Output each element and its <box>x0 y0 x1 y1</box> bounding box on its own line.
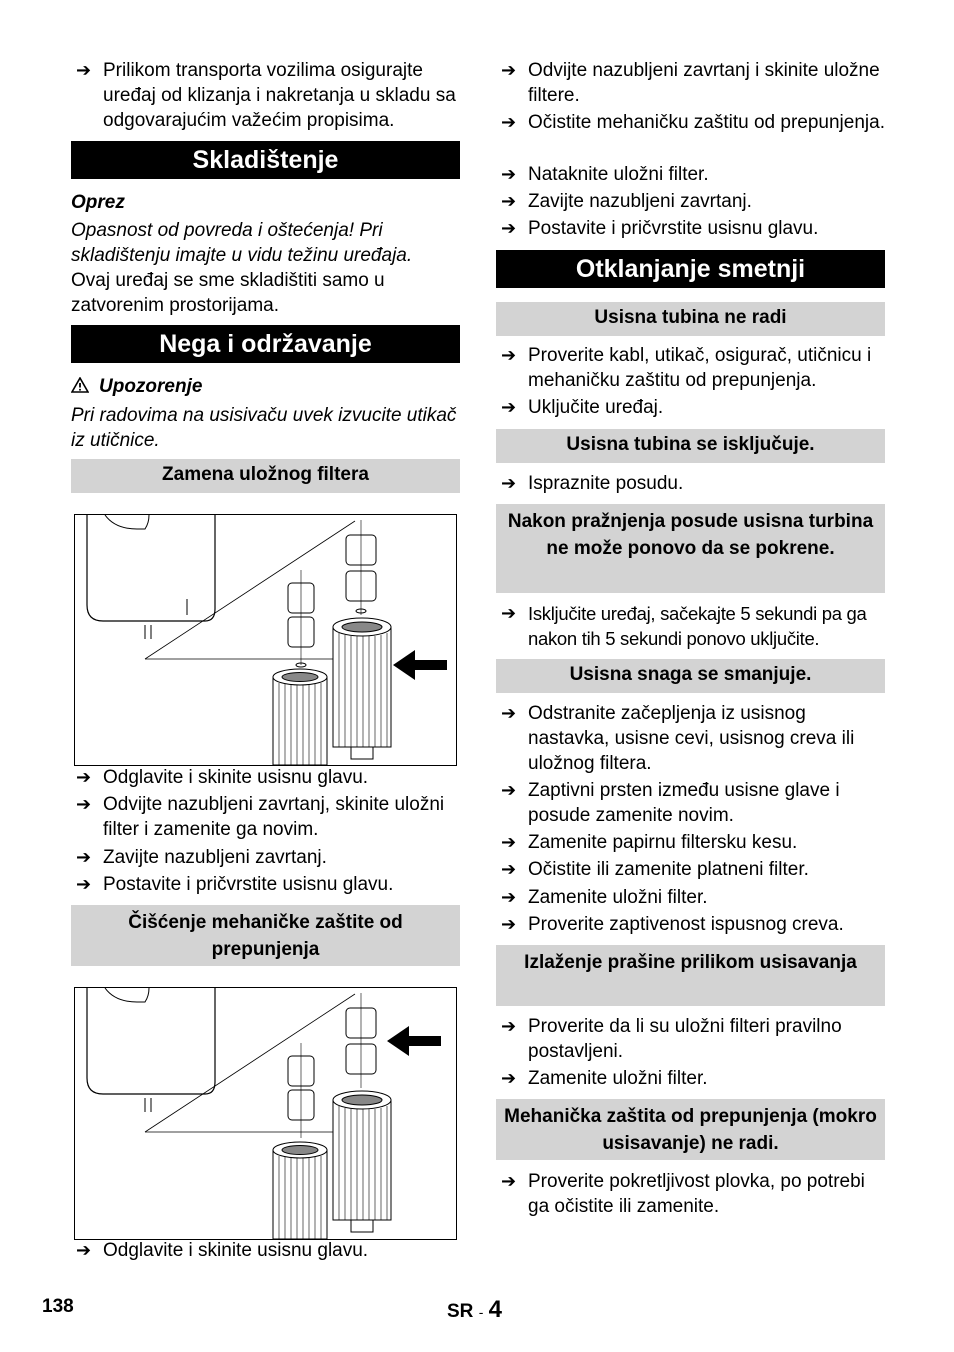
t4-step-5: ➔ Zamenite uložni filter. <box>501 887 708 908</box>
caution-text: Opasnost od povreda i oštećenja! Pri skladištenju imajte u vidu težinu uređaja. <box>71 220 413 266</box>
t5-heading: Izlaženje prašine prilikom usisavanja <box>496 945 885 1006</box>
arrow-right-icon: ➔ <box>76 60 92 80</box>
cleaning-step-1: ➔ Odglavite i skinite usisnu glavu. <box>76 1240 369 1261</box>
arrow-right-icon: ➔ <box>76 847 92 867</box>
arrow-right-icon: ➔ <box>501 164 517 184</box>
caution-label: Oprez <box>71 192 125 213</box>
cleaning-step-5: ➔ Zavijte nazubljeni zavrtanj. <box>501 191 752 212</box>
t1-heading: Usisna tubina ne radi <box>496 302 885 336</box>
warning-text: Pri radovima na usisivaču uvek izvucite utikač iz utičnice. <box>71 405 457 451</box>
arrow-right-icon: ➔ <box>501 1016 517 1036</box>
cleaning-step-6: ➔ Postavite i pričvrstite usisnu glavu. <box>501 218 819 239</box>
cleaning-heading: Čišćenje mehaničke zaštite od prepunjenja <box>71 905 460 966</box>
filter-heading: Zamena uložnog filtera <box>71 459 460 493</box>
t5-step-1: ➔ Proverite da li su uložni filteri pravilno postavljeni. <box>501 1016 842 1062</box>
t3-step-1: ➔ Isključite uređaj, sačekajte 5 sekundi pa ga nakon tih 5 sekundi ponovo uključite. <box>501 603 867 649</box>
cleaning-step-4: ➔ Nataknite uložni filter. <box>501 164 709 185</box>
t2-heading: Usisna tubina se isključuje. <box>496 429 885 463</box>
arrow-right-icon: ➔ <box>501 1171 517 1191</box>
overflow-protection-figure <box>74 987 457 1240</box>
arrow-right-icon: ➔ <box>76 874 92 894</box>
arrow-right-icon: ➔ <box>501 1068 517 1088</box>
warning-triangle-icon <box>71 377 89 393</box>
arrow-right-icon: ➔ <box>76 767 92 787</box>
cleaning-step-2: ➔ Odvijte nazubljeni zavrtanj i skinite uložne filtere. <box>501 60 880 106</box>
arrow-right-icon: ➔ <box>501 191 517 211</box>
filter-step-2: ➔ Odvijte nazubljeni zavrtanj, skinite uložni filter i zamenite ga novim. <box>76 794 445 840</box>
arrow-right-icon: ➔ <box>501 780 517 800</box>
arrow-right-icon: ➔ <box>76 1240 92 1260</box>
section-lang: SR <box>447 1301 474 1322</box>
care-heading: Nega i održavanje <box>71 325 460 363</box>
overflow-protection-illustration <box>75 988 456 1239</box>
section-label <box>447 1296 502 1324</box>
arrow-right-icon: ➔ <box>501 859 517 879</box>
arrow-right-icon: ➔ <box>76 794 92 814</box>
arrow-right-icon: ➔ <box>501 345 517 365</box>
arrow-right-icon: ➔ <box>501 60 517 80</box>
t6-step-1: ➔ Proverite pokretljivost plovka, po potrebi ga očistite ili zamenite. <box>501 1171 865 1217</box>
t1-step-1: ➔ Proverite kabl, utikač, osigurač, utičnicu i mehaničku zaštitu od prepunjenja. <box>501 345 872 391</box>
storage-text: Ovaj uređaj se sme skladištiti samo u zatvorenim prostorijama. <box>71 270 385 316</box>
filter-step-4: ➔ Postavite i pričvrstite usisnu glavu. <box>76 874 394 895</box>
filter-replacement-illustration <box>75 515 456 765</box>
arrow-right-icon: ➔ <box>501 473 517 493</box>
trouble-heading: Otklanjanje smetnji <box>496 250 885 288</box>
t4-step-1: ➔ Odstranite začepljenja iz usisnog nastavka, usisne cevi, usisnog creva ili uložnog filtera. <box>501 703 855 774</box>
t4-step-4: ➔ Očistite ili zamenite platneni filter. <box>501 859 809 880</box>
storage-heading: Skladištenje <box>71 141 460 179</box>
t4-step-6: ➔ Proverite zaptivenost ispusnog creva. <box>501 914 844 935</box>
arrow-right-icon: ➔ <box>501 887 517 907</box>
intro-bullet: ➔ Prilikom transporta vozilima osigurajte uređaj od klizanja i nakretanja u skladu sa odgovarajućim važećim propisima. <box>76 60 456 131</box>
arrow-right-icon: ➔ <box>501 397 517 417</box>
t4-step-2: ➔ Zaptivni prsten između usisne glave i posude zamenite novim. <box>501 780 840 826</box>
t5-step-2: ➔ Zamenite uložni filter. <box>501 1068 708 1089</box>
t2-step-1: ➔ Ispraznite posudu. <box>501 473 684 494</box>
arrow-right-icon: ➔ <box>501 914 517 934</box>
warning-line <box>71 374 460 399</box>
arrow-right-icon: ➔ <box>501 603 517 623</box>
t3-heading: Nakon pražnjenja posude usisna turbina ne može ponovo da se pokrene. <box>496 504 885 593</box>
filter-step-3: ➔ Zavijte nazubljeni zavrtanj. <box>76 847 327 868</box>
section-dash: - <box>478 1304 484 1320</box>
t6-heading: Mehanička zaštita od prepunjenja (mokro usisavanje) ne radi. <box>496 1099 885 1160</box>
arrow-right-icon: ➔ <box>501 112 517 132</box>
arrow-right-icon: ➔ <box>501 832 517 852</box>
cleaning-step-3: ➔ Očistite mehaničku zaštitu od prepunjenja. <box>501 112 885 133</box>
arrow-right-icon: ➔ <box>501 218 517 238</box>
filter-step-1: ➔ Odglavite i skinite usisnu glavu. <box>76 767 369 788</box>
section-number: 4 <box>488 1296 502 1323</box>
t4-heading: Usisna snaga se smanjuje. <box>496 659 885 693</box>
t1-step-2: ➔ Uključite uređaj. <box>501 397 664 418</box>
page-number: 138 <box>42 1296 74 1317</box>
t4-step-3: ➔ Zamenite papirnu filtersku kesu. <box>501 832 798 853</box>
filter-replacement-figure <box>74 514 457 766</box>
warning-label: Upozorenje <box>99 376 203 397</box>
arrow-right-icon: ➔ <box>501 703 517 723</box>
